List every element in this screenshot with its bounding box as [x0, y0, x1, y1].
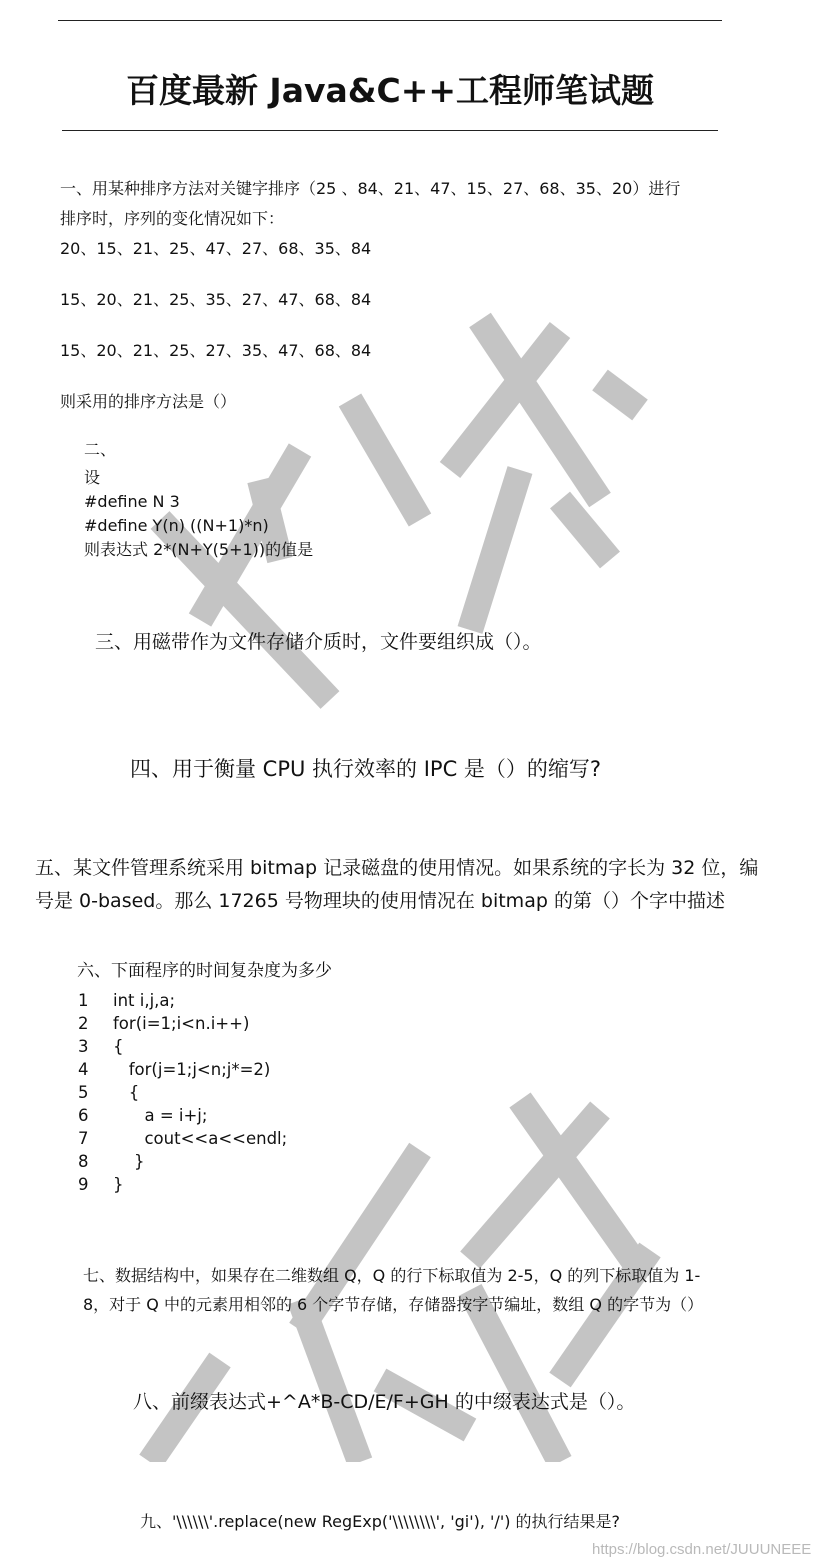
q2-line: 二、	[84, 440, 117, 459]
code-line-number: 9	[78, 1175, 89, 1194]
title-rule	[62, 130, 718, 131]
q1-sequence: 15、20、21、25、35、27、47、68、84	[60, 290, 372, 309]
top-rule	[58, 20, 722, 21]
code-line-number: 4	[78, 1060, 89, 1079]
code-line-number: 2	[78, 1014, 89, 1033]
code-line-number: 7	[78, 1129, 89, 1148]
q5-line: 五、某文件管理系统采用 bitmap 记录磁盘的使用情况。如果系统的字长为 32 位，编	[35, 857, 759, 879]
q1-sequence: 20、15、21、25、47、27、68、35、84	[60, 239, 372, 258]
q7-line: 七、数据结构中，如果存在二维数组 Q，Q 的行下标取值为 2-5，Q 的列下标取值为 1-	[83, 1266, 701, 1285]
question-9: 九、'\\\\\\'.replace(new RegExp('\\\\\\\\', 'gi'), '/') 的执行结果是?	[140, 1512, 621, 1531]
q2-line: #define Y(n) ((N+1)*n)	[84, 516, 269, 535]
page-title: 百度最新 Java&C++工程师笔试题	[125, 71, 655, 110]
source-credit: https://blog.csdn.net/JUUUNEEE	[592, 1541, 812, 1558]
code-line-text: {	[113, 1037, 124, 1056]
code-line-number: 1	[78, 991, 89, 1010]
code-line-number: 6	[78, 1106, 89, 1125]
question-8: 八、前缀表达式+^A*B-CD/E/F+GH 的中缀表达式是（）。	[133, 1391, 636, 1413]
q1-sequence: 15、20、21、25、27、35、47、68、84	[60, 341, 372, 360]
q2-line: 设	[84, 468, 101, 487]
q2-line: #define N 3	[84, 492, 180, 511]
q6-heading: 六、下面程序的时间复杂度为多少	[77, 961, 332, 981]
code-line-text: int i,j,a;	[113, 991, 176, 1010]
code-line-text: for(j=1;j<n;j*=2)	[113, 1060, 271, 1079]
code-line-number: 3	[78, 1037, 89, 1056]
q5-line: 号是 0-based。那么 17265 号物理块的使用情况在 bitmap 的第（）个字中描述	[35, 890, 725, 912]
q1-line: 排序时，序列的变化情况如下：	[60, 209, 285, 228]
code-line-text: cout<<a<<endl;	[113, 1129, 288, 1148]
code-line-number: 8	[78, 1152, 89, 1171]
q1-line: 则采用的排序方法是（）	[60, 392, 237, 411]
question-3: 三、用磁带作为文件存储介质时，文件要组织成（）。	[95, 631, 542, 653]
code-line-text: }	[113, 1175, 124, 1194]
code-line-number: 5	[78, 1083, 89, 1102]
q2-line: 则表达式 2*(N+Y(5+1))的值是	[84, 540, 314, 559]
question-4: 四、用于衡量 CPU 执行效率的 IPC 是（）的缩写?	[130, 757, 602, 781]
code-line-text: {	[113, 1083, 140, 1102]
q1-line: 一、用某种排序方法对关键字排序（25 、84、21、47、15、27、68、35、20）进行	[60, 179, 681, 198]
code-line-text: a = i+j;	[113, 1106, 208, 1125]
q7-line: 8，对于 Q 中的元素用相邻的 6 个字节存储，存储器按字节编址，数组 Q 的字节为（）	[83, 1295, 704, 1314]
code-line-text: }	[113, 1152, 145, 1171]
code-line-text: for(i=1;i<n.i++)	[113, 1014, 250, 1033]
